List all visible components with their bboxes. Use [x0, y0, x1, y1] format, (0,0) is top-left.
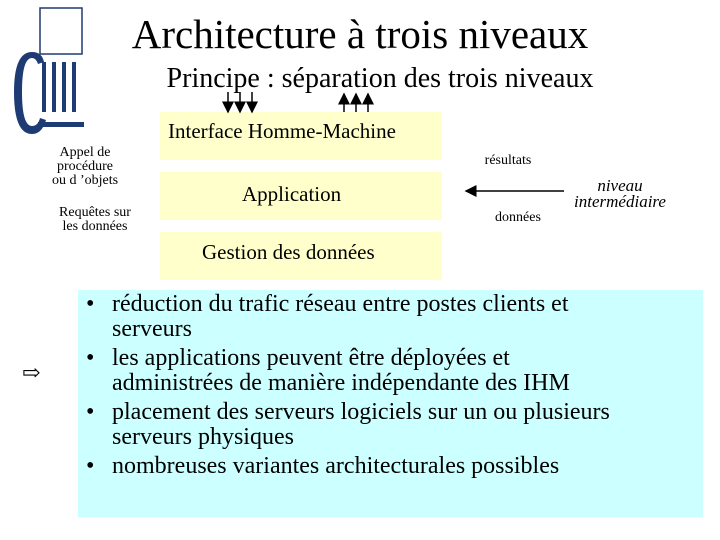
layer-application-box — [160, 172, 442, 220]
advantages-list — [78, 292, 610, 483]
list-item: • réduction du trafic réseau entre postes clients et serveurs — [78, 292, 610, 342]
advantages-box — [78, 290, 703, 517]
list-item: • les applications peuvent être déployées et administrées de manière indépendante des IHM — [78, 346, 610, 396]
note-resultats: résultats — [484, 153, 532, 168]
layer-application-label: Application — [242, 182, 342, 206]
note-requetes-line1: Requêtes sur — [59, 205, 131, 220]
note-requetes — [40, 206, 150, 234]
layer-gestion-box — [160, 232, 442, 280]
note-appel-line2: procédure — [57, 159, 113, 174]
note-appel — [30, 146, 140, 188]
note-niveau-line1: niveau — [597, 176, 643, 195]
cnam-logo — [2, 2, 90, 134]
note-donnees: données — [495, 210, 541, 225]
note-appel-line1: Appel de — [59, 145, 111, 160]
slide-subtitle: Principe : séparation des trois niveaux — [166, 63, 594, 94]
note-niveau-line2: intermédiaire — [574, 192, 666, 211]
note-niveau-intermediaire — [560, 178, 680, 210]
hollow-right-arrow-icon: ⇨ — [22, 360, 41, 385]
list-item: • nombreuses variantes architecturales possibles — [78, 454, 610, 479]
layer-ihm-box — [160, 112, 442, 160]
layer-gestion-label: Gestion des données — [202, 240, 375, 264]
note-requetes-line2: les données — [62, 219, 128, 234]
layer-ihm-label: Interface Homme-Machine — [168, 119, 396, 143]
note-appel-line3: ou d ’objets — [51, 173, 119, 188]
slide-title: Architecture à trois niveaux — [131, 11, 589, 57]
list-item: • placement des serveurs logiciels sur un ou plusieurs serveurs physiques — [78, 400, 610, 450]
